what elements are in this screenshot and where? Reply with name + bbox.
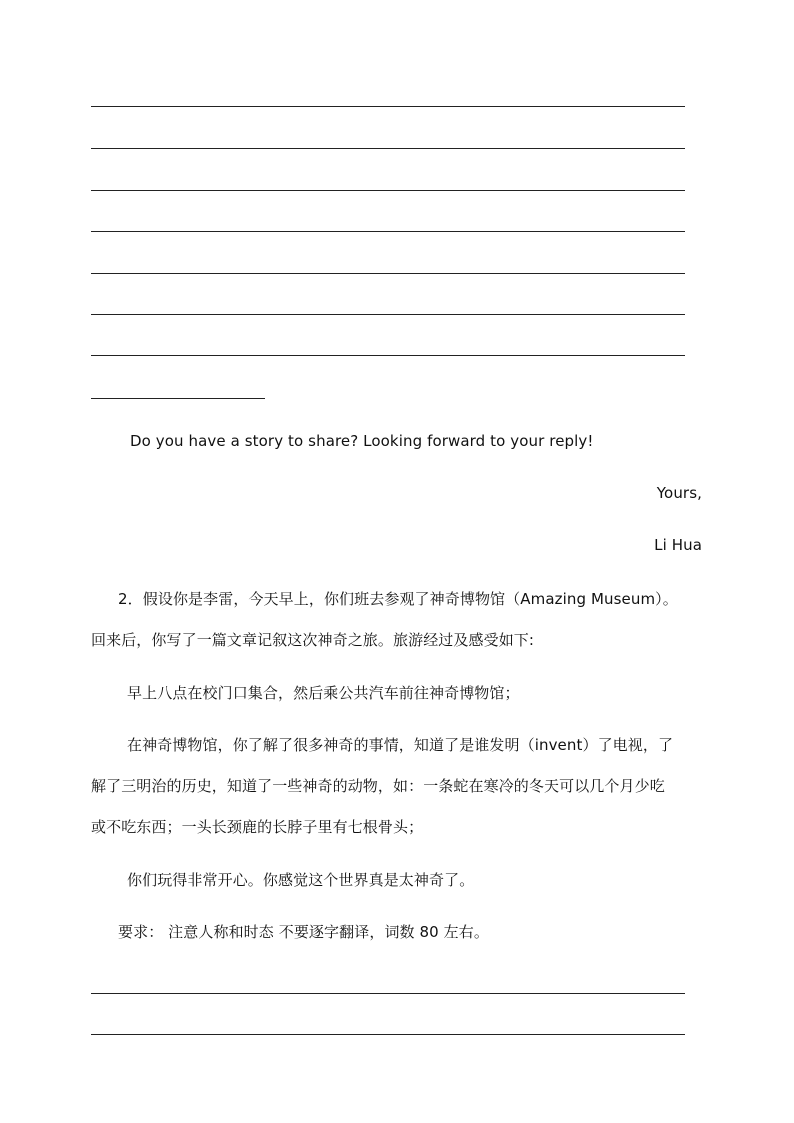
writing-line (91, 148, 685, 149)
letter-signoff: Yours, (656, 484, 702, 502)
writing-line (91, 231, 685, 232)
writing-line-short (91, 398, 265, 399)
task2-prompt-line1: 2．假设你是李雷，今天早上，你们班去参观了神奇博物馆（Amazing Museum）。 (118, 590, 678, 608)
writing-line (91, 355, 685, 356)
task2-prompt-line2: 回来后，你写了一篇文章记叙这次神奇之旅。旅游经过及感受如下: (91, 631, 535, 649)
task2-point2-line2: 解了三明治的历史，知道了一些神奇的动物，如：一条蛇在寒冷的冬天可以几个月少吃 (91, 777, 665, 795)
letter-signature: Li Hua (654, 536, 702, 554)
writing-line (91, 106, 685, 107)
writing-line (91, 993, 685, 994)
letter-closing-line: Do you have a story to share? Looking forward to your reply! (130, 432, 594, 450)
task2-requirements: 要求： 注意人称和时态 不要逐字翻译，词数 80 左右。 (118, 923, 489, 941)
writing-line (91, 190, 685, 191)
writing-line (91, 314, 685, 315)
task2-point2-line3: 或不吃东西；一头长颈鹿的长脖子里有七根骨头； (91, 818, 424, 836)
task2-point3: 你们玩得非常开心。你感觉这个世界真是太神奇了。 (127, 871, 475, 889)
task2-point2-line1: 在神奇博物馆，你了解了很多神奇的事情，知道了是谁发明（invent）了电视，了 (127, 736, 674, 754)
writing-line (91, 1034, 685, 1035)
task2-point1: 早上八点在校门口集合，然后乘公共汽车前往神奇博物馆； (127, 684, 520, 702)
writing-line (91, 273, 685, 274)
